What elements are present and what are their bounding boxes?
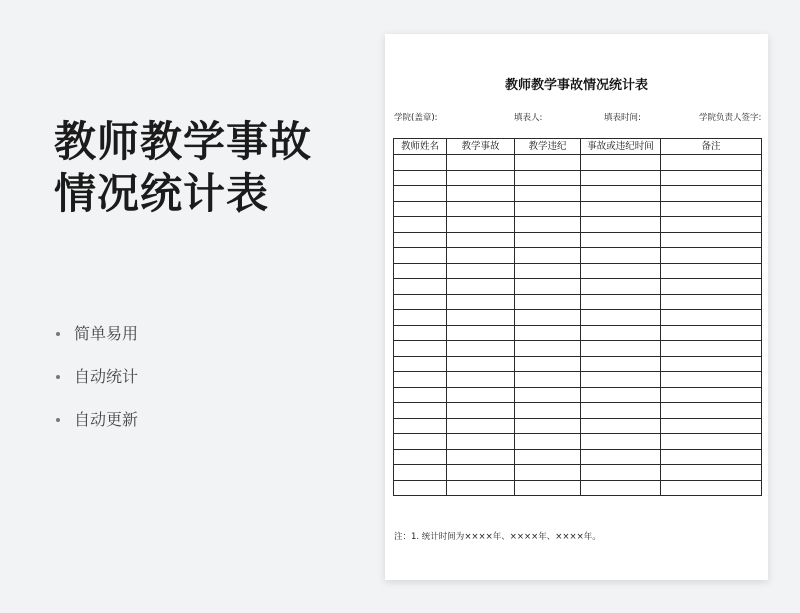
table-cell bbox=[515, 232, 581, 248]
meta-fill-time: 填表时间: bbox=[604, 113, 641, 123]
table-cell bbox=[581, 465, 661, 481]
feature-list bbox=[56, 312, 138, 441]
table-cell bbox=[661, 201, 762, 217]
table-row bbox=[394, 465, 762, 481]
table-cell bbox=[515, 263, 581, 279]
table-cell bbox=[447, 372, 515, 388]
table-row bbox=[394, 418, 762, 434]
table-cell bbox=[581, 387, 661, 403]
column-header: 教学违纪 bbox=[515, 139, 581, 155]
table-cell bbox=[581, 279, 661, 295]
table-cell bbox=[447, 465, 515, 481]
table-cell bbox=[515, 449, 581, 465]
table-cell bbox=[447, 279, 515, 295]
document-note: 注：1. 统计时间为××××年、××××年、××××年。 bbox=[394, 532, 601, 542]
table-cell bbox=[515, 465, 581, 481]
table-cell bbox=[447, 294, 515, 310]
table-cell bbox=[447, 356, 515, 372]
table-cell bbox=[447, 186, 515, 202]
table-cell bbox=[661, 232, 762, 248]
table-cell bbox=[394, 387, 447, 403]
table-cell bbox=[447, 232, 515, 248]
table-row bbox=[394, 186, 762, 202]
table-cell bbox=[515, 310, 581, 326]
table-cell bbox=[394, 232, 447, 248]
table-cell bbox=[581, 155, 661, 171]
bullet-dot-icon bbox=[56, 332, 60, 336]
table-cell bbox=[447, 418, 515, 434]
table-cell bbox=[447, 480, 515, 496]
table-header-row bbox=[394, 139, 762, 155]
table-cell bbox=[661, 387, 762, 403]
table-cell bbox=[394, 248, 447, 264]
table-cell bbox=[661, 325, 762, 341]
table-cell bbox=[447, 201, 515, 217]
table-cell bbox=[661, 248, 762, 264]
table-row bbox=[394, 372, 762, 388]
meta-dean-signature: 学院负责人签字: bbox=[699, 113, 762, 123]
table-cell bbox=[661, 279, 762, 295]
table-row bbox=[394, 449, 762, 465]
feature-item bbox=[56, 398, 138, 441]
column-header: 事故或违纪时间 bbox=[581, 139, 661, 155]
column-header: 教师姓名 bbox=[394, 139, 447, 155]
table-cell bbox=[581, 186, 661, 202]
table-cell bbox=[515, 248, 581, 264]
table-cell bbox=[394, 170, 447, 186]
table-cell bbox=[394, 186, 447, 202]
table-body bbox=[394, 155, 762, 496]
bullet-dot-icon bbox=[56, 375, 60, 379]
feature-label: 自动更新 bbox=[74, 409, 139, 429]
table-cell bbox=[447, 217, 515, 233]
table-cell bbox=[661, 418, 762, 434]
table-row bbox=[394, 294, 762, 310]
table-cell bbox=[394, 403, 447, 419]
table-row bbox=[394, 248, 762, 264]
table-cell bbox=[394, 372, 447, 388]
table-cell bbox=[581, 294, 661, 310]
column-header: 教学事故 bbox=[447, 139, 515, 155]
meta-college-stamp: 学院(盖章): bbox=[394, 113, 438, 123]
table-row bbox=[394, 170, 762, 186]
table-cell bbox=[447, 263, 515, 279]
table-cell bbox=[661, 465, 762, 481]
table-cell bbox=[394, 356, 447, 372]
document-title: 教师教学事故情况统计表 bbox=[504, 78, 648, 93]
table-row bbox=[394, 356, 762, 372]
table-cell bbox=[581, 480, 661, 496]
table-cell bbox=[581, 449, 661, 465]
table-cell bbox=[515, 170, 581, 186]
table-cell bbox=[394, 294, 447, 310]
table-cell bbox=[515, 387, 581, 403]
table-cell bbox=[394, 341, 447, 357]
statistics-table bbox=[393, 138, 762, 496]
table-cell bbox=[661, 434, 762, 450]
table-cell bbox=[581, 341, 661, 357]
table-cell bbox=[515, 418, 581, 434]
table-cell bbox=[581, 418, 661, 434]
table-row bbox=[394, 325, 762, 341]
table-cell bbox=[394, 217, 447, 233]
table-cell bbox=[661, 341, 762, 357]
table-row bbox=[394, 387, 762, 403]
table-cell bbox=[447, 449, 515, 465]
table-cell bbox=[394, 279, 447, 295]
table-cell bbox=[447, 387, 515, 403]
table-row bbox=[394, 341, 762, 357]
column-header: 备注 bbox=[661, 139, 762, 155]
table-cell bbox=[661, 263, 762, 279]
table-cell bbox=[661, 403, 762, 419]
table-row bbox=[394, 263, 762, 279]
feature-label: 简单易用 bbox=[74, 323, 139, 343]
table-cell bbox=[661, 294, 762, 310]
table-row bbox=[394, 480, 762, 496]
table-cell bbox=[581, 248, 661, 264]
document-preview bbox=[385, 34, 768, 580]
table-cell bbox=[394, 310, 447, 326]
table-cell bbox=[515, 403, 581, 419]
table-row bbox=[394, 217, 762, 233]
table-cell bbox=[447, 310, 515, 326]
table-cell bbox=[394, 465, 447, 481]
table-cell bbox=[581, 201, 661, 217]
table-cell bbox=[515, 372, 581, 388]
meta-filler: 填表人: bbox=[514, 113, 543, 123]
table-cell bbox=[581, 372, 661, 388]
table-cell bbox=[394, 155, 447, 171]
table-cell bbox=[447, 170, 515, 186]
table-cell bbox=[515, 434, 581, 450]
table-cell bbox=[661, 372, 762, 388]
table-row bbox=[394, 434, 762, 450]
table-cell bbox=[394, 418, 447, 434]
feature-item bbox=[56, 355, 138, 398]
table-cell bbox=[581, 325, 661, 341]
table-cell bbox=[581, 434, 661, 450]
table-cell bbox=[661, 310, 762, 326]
table-cell bbox=[515, 480, 581, 496]
bullet-dot-icon bbox=[56, 418, 60, 422]
table-cell bbox=[515, 155, 581, 171]
table-cell bbox=[581, 403, 661, 419]
table-cell bbox=[447, 341, 515, 357]
table-cell bbox=[661, 480, 762, 496]
feature-label: 自动统计 bbox=[74, 366, 139, 386]
table-row bbox=[394, 155, 762, 171]
table-cell bbox=[515, 341, 581, 357]
table-cell bbox=[661, 155, 762, 171]
table-cell bbox=[394, 325, 447, 341]
table-cell bbox=[515, 201, 581, 217]
table-row bbox=[394, 310, 762, 326]
table-cell bbox=[661, 186, 762, 202]
table-cell bbox=[581, 170, 661, 186]
table-cell bbox=[661, 217, 762, 233]
table-cell bbox=[661, 449, 762, 465]
table-cell bbox=[447, 403, 515, 419]
table-cell bbox=[447, 325, 515, 341]
feature-item bbox=[56, 312, 138, 355]
table-cell bbox=[394, 201, 447, 217]
table-cell bbox=[515, 356, 581, 372]
table-cell bbox=[515, 325, 581, 341]
table-cell bbox=[394, 449, 447, 465]
table-row bbox=[394, 279, 762, 295]
promo-title: 教师教学事故情况统计表 bbox=[54, 117, 313, 218]
table-cell bbox=[661, 170, 762, 186]
table-cell bbox=[447, 248, 515, 264]
table-cell bbox=[394, 263, 447, 279]
table-cell bbox=[515, 294, 581, 310]
table-cell bbox=[581, 217, 661, 233]
table-cell bbox=[394, 434, 447, 450]
table-cell bbox=[394, 480, 447, 496]
table-cell bbox=[515, 186, 581, 202]
table-row bbox=[394, 201, 762, 217]
table-cell bbox=[661, 356, 762, 372]
table-cell bbox=[581, 310, 661, 326]
table-cell bbox=[581, 356, 661, 372]
table-cell bbox=[515, 279, 581, 295]
table-row bbox=[394, 403, 762, 419]
table-row bbox=[394, 232, 762, 248]
table-cell bbox=[447, 434, 515, 450]
table-cell bbox=[447, 155, 515, 171]
table-cell bbox=[581, 263, 661, 279]
table-cell bbox=[515, 217, 581, 233]
table-cell bbox=[581, 232, 661, 248]
